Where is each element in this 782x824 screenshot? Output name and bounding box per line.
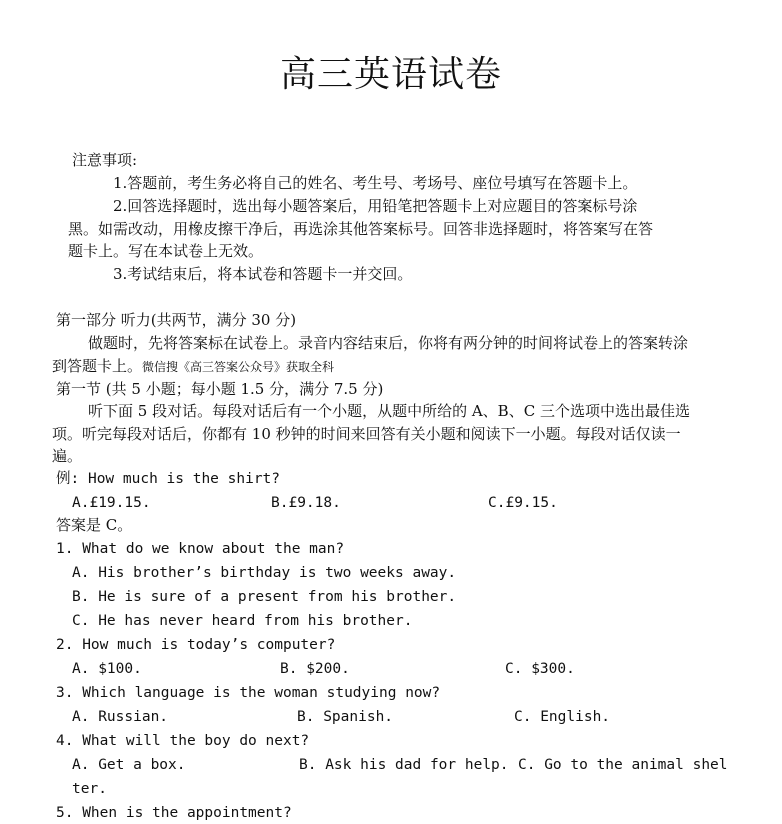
question-5: 5. When is the appointment? <box>56 805 292 821</box>
question-1: 1. What do we know about the man? <box>56 541 345 557</box>
part1-intro-line-2-text: 到答题卡上。 <box>52 357 143 375</box>
page-title: 高三英语试卷 <box>279 54 502 95</box>
question-1-option-a: A. His brother’s birthday is two weeks away. <box>72 565 457 581</box>
section1-intro-line-1: 听下面 5 段对话。每段对话后有一个小题，从题中所给的 A、B、C 三个选项中选出最佳选 <box>88 402 690 420</box>
question-3: 3. Which language is the woman studying now? <box>56 685 441 701</box>
wechat-notice: 微信搜《高三答案公众号》获取全科 <box>142 360 335 374</box>
notes-item-2-line-1: 2.回答选择题时，选出每小题答案后，用铅笔把答题卡上对应题目的答案标号涂 <box>113 197 638 215</box>
question-2: 2. How much is today’s computer? <box>56 637 336 653</box>
question-4-option-a: A. Get a box. <box>72 757 186 773</box>
question-1-option-c: C. He has never heard from his brother. <box>72 613 413 629</box>
question-4-option-b: B. Ask his dad for help. <box>299 757 509 773</box>
question-4-option-c: C. Go to the animal shel <box>518 757 728 773</box>
part1-intro-line-2 <box>52 356 334 377</box>
section1-intro-line-2: 项。听完每段对话后，你都有 10 秒钟的时间来回答有关小题和阅读下一小题。每段对话仅读一 <box>52 425 681 443</box>
question-4-option-c-continued: ter. <box>72 781 107 797</box>
example-option-c: C.£9.15. <box>488 495 558 511</box>
section1-intro-line-3: 遍。 <box>52 447 83 465</box>
question-2-option-c: C. $300. <box>505 661 575 677</box>
notes-item-2-line-2: 黑。如需改动，用橡皮擦干净后，再选涂其他答案标号。回答非选择题时，将答案写在答 <box>68 220 654 238</box>
question-3-option-c: C. English. <box>514 709 611 725</box>
example-option-b: B.£9.18. <box>271 495 341 511</box>
question-2-option-b: B. $200. <box>280 661 350 677</box>
notes-item-3: 3.考试结束后，将本试卷和答题卡一并交回。 <box>113 265 413 283</box>
example-option-a: A.£19.15. <box>72 495 151 511</box>
question-3-option-a: A. Russian. <box>72 709 169 725</box>
part1-intro-line-1: 做题时，先将答案标在试卷上。录音内容结束后，你将有两分钟的时间将试卷上的答案转涂 <box>88 334 689 352</box>
question-2-option-a: A. $100. <box>72 661 142 677</box>
question-1-option-b: B. He is sure of a present from his brother. <box>72 589 457 605</box>
notes-item-1: 1.答题前，考生务必将自己的姓名、考生号、考场号、座位号填写在答题卡上。 <box>113 174 638 192</box>
notes-heading: 注意事项: <box>72 151 138 169</box>
part1-heading: 第一部分 听力(共两节，满分 30 分) <box>56 311 297 329</box>
example-question: 例: How much is the shirt? <box>56 471 281 487</box>
notes-item-2-line-3: 题卡上。写在本试卷上无效。 <box>68 242 264 260</box>
question-3-option-b: B. Spanish. <box>297 709 394 725</box>
question-4: 4. What will the boy do next? <box>56 733 310 749</box>
example-answer: 答案是 C。 <box>56 516 133 534</box>
section1-heading: 第一节 (共 5 小题；每小题 1.5 分，满分 7.5 分) <box>56 380 384 398</box>
